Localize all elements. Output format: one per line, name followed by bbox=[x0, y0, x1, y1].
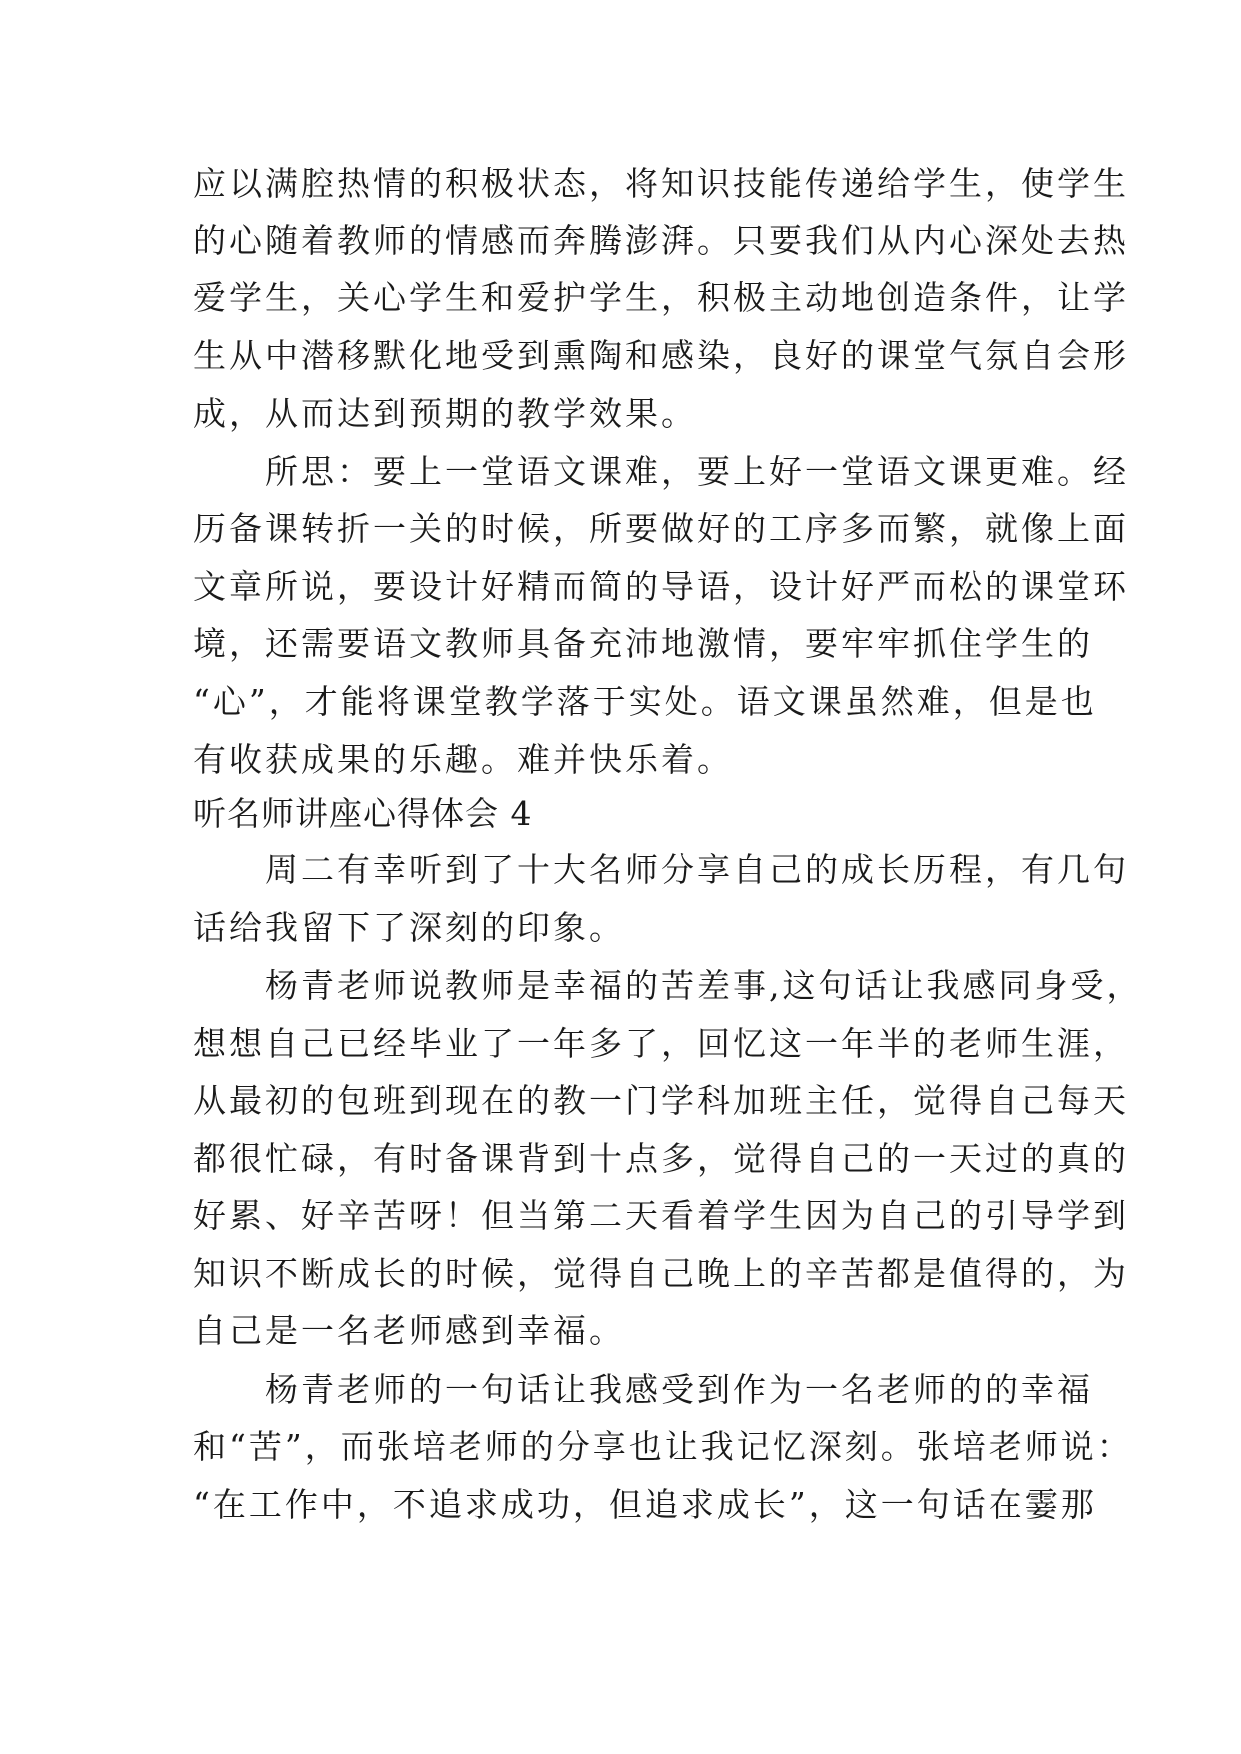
paragraph-line: 话给我留下了深刻的印象。 bbox=[193, 908, 625, 947]
paragraph-line: 杨青老师的一句话让我感受到作为一名老师的的幸福 bbox=[193, 1370, 1093, 1409]
paragraph-line: 历备课转折一关的时候，所要做好的工序多而繁，就像上面 bbox=[193, 509, 1129, 548]
paragraph-line: “心”，才能将课堂教学落于实处。语文课虽然难，但是也 bbox=[193, 682, 1097, 721]
paragraph-line: 爱学生，关心学生和爱护学生，积极主动地创造条件，让学 bbox=[193, 278, 1129, 317]
paragraph-line: 有收获成果的乐趣。难并快乐着。 bbox=[193, 740, 733, 779]
paragraph-line: 好累、好辛苦呀！但当第二天看着学生因为自己的引导学到 bbox=[193, 1196, 1129, 1235]
paragraph-line: 的心随着教师的情感而奔腾澎湃。只要我们从内心深处去热 bbox=[193, 221, 1129, 260]
paragraph-line: 都很忙碌，有时备课背到十点多，觉得自己的一天过的真的 bbox=[193, 1139, 1129, 1178]
paragraph-line: 应以满腔热情的积极状态，将知识技能传递给学生，使学生 bbox=[193, 164, 1129, 203]
paragraph-line: 从最初的包班到现在的教一门学科加班主任，觉得自己每天 bbox=[193, 1081, 1129, 1120]
paragraph-line: 成，从而达到预期的教学效果。 bbox=[193, 394, 697, 433]
paragraph-line: 和“苦”，而张培老师的分享也让我记忆深刻。张培老师说： bbox=[193, 1427, 1133, 1466]
paragraph-line: 周二有幸听到了十大名师分享自己的成长历程，有几句 bbox=[193, 850, 1129, 889]
paragraph-line: 境，还需要语文教师具备充沛地激情，要牢牢抓住学生的 bbox=[193, 624, 1093, 663]
paragraph-line: 自己是一名老师感到幸福。 bbox=[193, 1311, 625, 1350]
paragraph-line: 知识不断成长的时候，觉得自己晚上的辛苦都是值得的，为 bbox=[193, 1254, 1129, 1293]
paragraph-line: 文章所说，要设计好精而简的导语，设计好严而松的课堂环 bbox=[193, 567, 1129, 606]
section-heading: 听名师讲座心得体会 4 bbox=[193, 794, 533, 833]
paragraph-line: “在工作中，不追求成功，但追求成长”，这一句话在霎那 bbox=[193, 1485, 1097, 1524]
paragraph-line: 生从中潜移默化地受到熏陶和感染，良好的课堂气氛自会形 bbox=[193, 336, 1129, 375]
paragraph-line: 所思：要上一堂语文课难，要上好一堂语文课更难。经 bbox=[193, 452, 1129, 491]
paragraph-line: 想想自己已经毕业了一年多了，回忆这一年半的老师生涯， bbox=[193, 1024, 1129, 1063]
paragraph-line: 杨青老师说教师是幸福的苦差事,这句话让我感同身受， bbox=[193, 966, 1143, 1005]
